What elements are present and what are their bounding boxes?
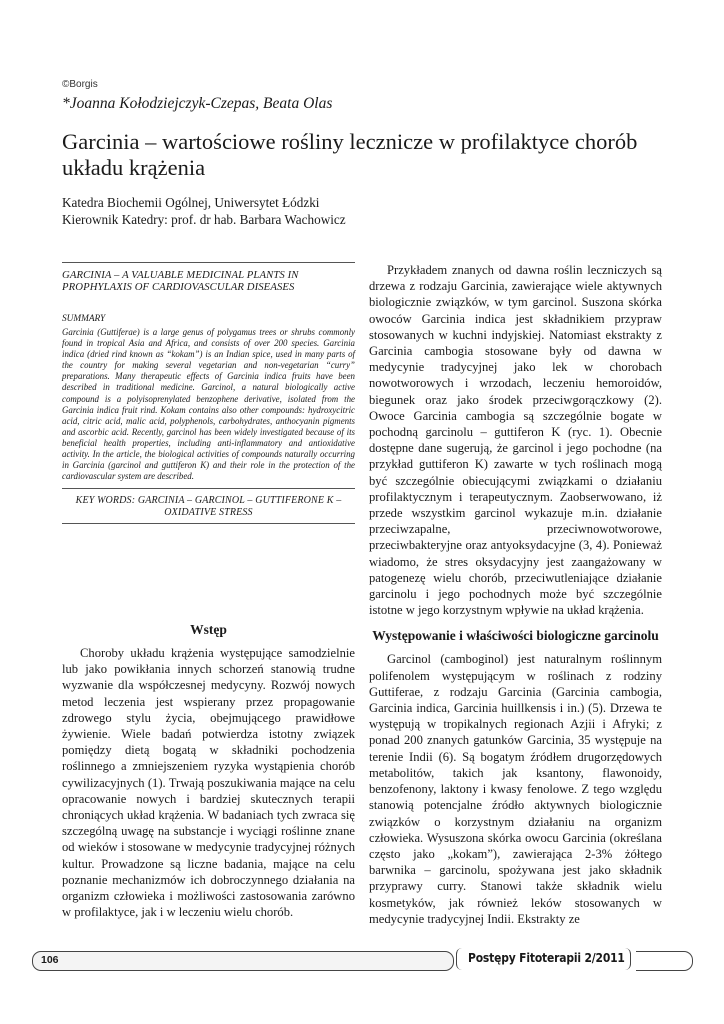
english-abstract (62, 262, 355, 524)
page-number: 106 (41, 954, 59, 966)
left-column-body (62, 622, 355, 920)
affiliation-line: Katedra Biochemii Ogólnej, Uniwersytet Łódzki (62, 195, 320, 210)
summary-heading: SUMMARY (62, 314, 106, 324)
affiliation-line: Kierownik Katedry: prof. dr hab. Barbara Wachowicz (62, 212, 346, 227)
footer-pill-right (636, 951, 693, 971)
divider (62, 523, 355, 524)
bracket-right (622, 948, 631, 970)
abstract-title: GARCINIA – A VALUABLE MEDICINAL PLANTS IN PROPHYLAXIS OF CARDIOVASCULAR DISEASES (62, 269, 299, 293)
section-heading-occurrence: Występowanie i właściwości biologiczne garcinolu (372, 628, 659, 644)
paragraph: Przykładem znanych od dawna roślin leczniczych są drzewa z rodzaju Garcinia, zawierające wiele aktywnych biologicznie związków, w tym garcinol. Suszona skórka owoców Garcinia indica jest składnikiem przypraw stosowanych w kuchni indyjskiej. Natomiast ekstrakty z Garcinia cambogia stosowane były od dawna w medycynie tradycyjnej jako lek w chorobach nowotworowych i wrzodach, leczeniu hemoroidów, biegunek oraz jako środek przeciwgorączkowy (2). Owoce Garcinia cambogia są szczególnie bogate w pochodną garcinolu – guttiferon K (ryc. 1). Obecnie dostępne dane sugerują, że garcinol i jego pochodne (na przykład guttiferon K) zawarte w tych roślinach mogą być szczególnie obiecującymi związkami o działaniu profilaktycznym i terapeutycznym. Zaobserwowano, iż przede wszystkim garcinol wykazuje m.in. działanie przeciwzapalne, przeciwnowotworowe, przeciwbakteryjne oraz antyoksydacyjne (3, 4). Ponieważ wiadomo, że stres oksydacyjny jest zaangażowany w patogenezę wielu chorób, przeciwutleniające działanie garcinolu i jego pochodnych może być szczególnie istotne w jego korzystnym wpływie na układ krążenia. (369, 263, 662, 618)
divider (62, 488, 355, 489)
paragraph: Garcinol (camboginol) jest naturalnym roślinnym polifenolem występującym w roślinach z rodziny Guttiferae, z rodzaju Garcinia (Garcinia cambogia, Garcinia indica, Garcinia huillkensis i in.) (5). Drzewa te występują w tropikalnych regionach Azjii i Afryki; z ponad 200 znanych gatunków Garcinia, 35 występuje na terenie Indii (6). Są bogatym źródłem drugorzędowych metabolitów, takich jak ksantony, flawonoidy, benzofenony, laktony i kwasy fenolowe. Z tego względu stanowią potencjalne źródło aktywnych biologicznie związków o korzystnym działaniu na organizm człowieka. Wysuszona skórka owocu Garcinia (określana często jako „kokam”), zawierająca 2-3% żółtego barwnika – garcinolu, spożywana jest jako składnik przyprawy curry. Stanowi także składnik wielu kosmetyków, jak również leków stosowanych w medycynie tradycyjnej Indii. Ekstrakty ze (369, 652, 662, 926)
affiliation (62, 194, 682, 228)
keywords: KEY WORDS: GARCINIA – GARCINOL – GUTTIFERONE K – OXIDATIVE STRESS (75, 495, 342, 518)
paragraph: Choroby układu krążenia występujące samodzielnie lub jako powikłania innych schorzeń stanowią trudne wyzwanie dla współczesnej medycyny. Rozwój nowych metod leczenia jest wspierany przez propagowanie zdrowego stylu życia, obejmującego prawidłowe żywienie. Wiele badań potwierdza istotny związek pomiędzy dietą bogatą w składniki pochodzenia roślinnego a zmniejszeniem ryzyka wystąpienia chorób cywilizacyjnych (1). Trwają poszukiwania mające na celu opracowanie nowych i bardziej skutecznych terapii chroniących układ krążenia. W badaniach tych zwraca się szczególną uwagę na substancje i wyciągi roślinne znane od wieków i stosowane w medycynie tradycyjnej różnych kultur. Prowadzone są liczne badania, mające na celu poznanie mechanizmów ich dobroczynnego działania na organizm człowieka i możliwości zastosowania zarówno w profilaktyce, jak i w leczeniu wielu chorób. (62, 646, 355, 920)
article-title: Garcinia – wartościowe rośliny lecznicze w profilaktyce chorób układu krążenia (62, 129, 638, 180)
page-footer (32, 948, 662, 974)
bracket-left (456, 948, 463, 970)
page-number-pill (32, 951, 454, 971)
journal-name: Postępy Fitoterapii 2/2011 (468, 950, 625, 965)
section-heading-intro: Wstęp (190, 622, 227, 637)
publisher-mark: ©Borgis (62, 79, 98, 90)
summary-text: Garcinia (Guttiferae) is a large genus of polygamus trees or shrubs commonly found in tropical Asia and Africa, and consists of over 200 species. Garcinia indica (dried rind known as “kokam”) is an Indian spice, used in many parts of the country for making several vegetarian and non-vegetarian “curry” preparations. Many therapeutic effects of Garcinia indica fruits have been described in traditional medicine. Garcinol, a natural biologically active compound is a polyisoprenylated benzophene derivative, isolated from the Garcinia indica fruit rind. Kokam contains also other compounds: hydroxycitric acid, citric acid, malic acid, polyphenols, carbohydrates, anthocyanin pigments and ascorbic acid. Recently, garcinol has been widely investigated because of its beneficial health properties, including anti-inflammatory and antioxidative activity. In the article, the biological activities of compounds naturally occurring in Garcinia (garcinol and guttiferon K) and their role in the protection of the cardiovascular system are described. (62, 327, 355, 482)
right-column (369, 262, 662, 927)
authors: *Joanna Kołodziejczyk-Czepas, Beata Olas (62, 95, 333, 112)
